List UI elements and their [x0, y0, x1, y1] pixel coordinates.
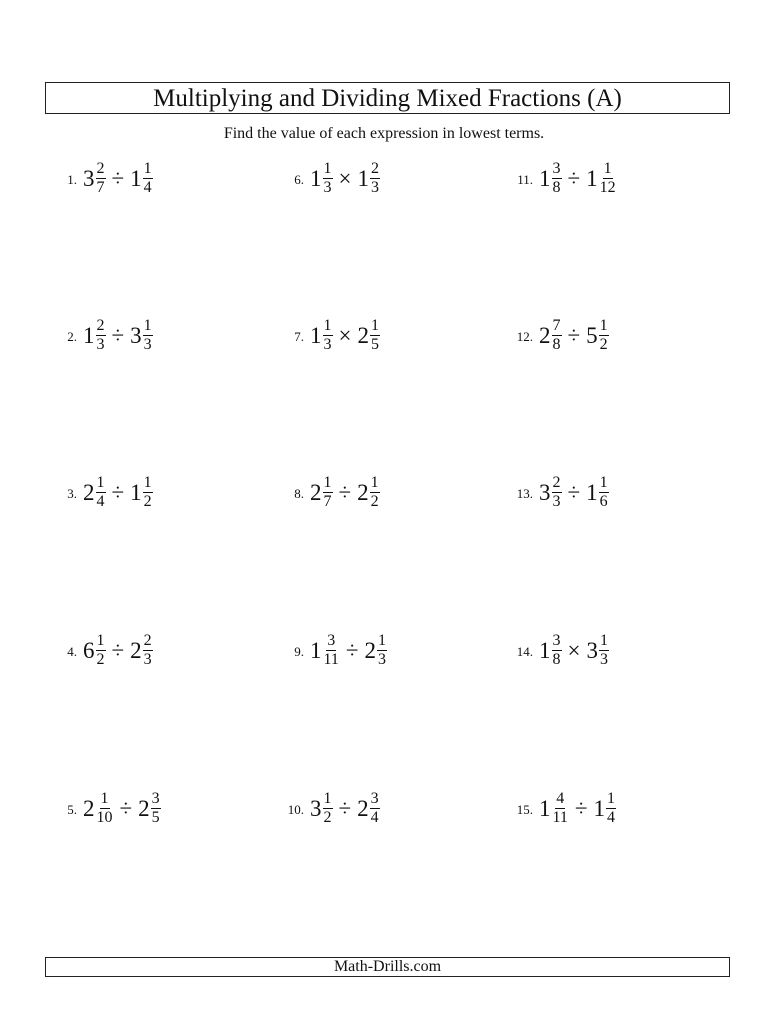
fraction	[143, 161, 153, 196]
problem-number: 3.	[67, 486, 77, 501]
problem-expression	[310, 791, 380, 826]
fraction	[599, 161, 617, 196]
mixed-number-right	[130, 633, 153, 668]
fraction	[96, 318, 106, 353]
problem-expression	[539, 633, 609, 668]
denominator: 8	[552, 650, 561, 668]
whole-part: 5	[586, 322, 598, 348]
whole-part: 3	[586, 637, 598, 663]
fraction	[143, 633, 153, 668]
operator: ×	[338, 322, 352, 348]
denominator: 3	[370, 178, 379, 196]
denominator: 10	[96, 808, 113, 826]
problem-expression	[539, 318, 609, 353]
problem-expression	[539, 161, 617, 196]
whole-part: 1	[310, 637, 322, 663]
problem-number: 9.	[294, 644, 304, 659]
mixed-number-right	[130, 161, 153, 196]
problem-number: 2.	[67, 329, 77, 344]
numerator: 1	[96, 631, 105, 649]
denominator: 5	[370, 335, 379, 353]
numerator: 1	[323, 473, 332, 491]
problem-number: 11.	[517, 172, 533, 187]
whole-part: 6	[83, 637, 95, 663]
whole-part: 1	[539, 795, 551, 821]
problem-1	[55, 156, 153, 200]
problem-expression	[310, 475, 380, 510]
whole-part: 2	[83, 795, 95, 821]
whole-part: 1	[130, 479, 142, 505]
denominator: 2	[96, 650, 105, 668]
numerator: 3	[552, 631, 561, 649]
operator: ÷	[567, 479, 581, 505]
problem-expression	[83, 475, 153, 510]
mixed-number-right	[586, 475, 609, 510]
fraction	[96, 161, 106, 196]
problem-expression	[539, 475, 609, 510]
mixed-number-left	[310, 633, 340, 668]
fraction	[96, 633, 106, 668]
whole-part: 1	[83, 322, 95, 348]
whole-part: 1	[586, 165, 598, 191]
problem-11	[511, 156, 617, 200]
numerator: 2	[370, 159, 379, 177]
numerator: 4	[556, 789, 565, 807]
worksheet-title: Multiplying and Dividing Mixed Fractions (A)	[153, 84, 622, 112]
denominator: 8	[552, 178, 561, 196]
mixed-number-right	[586, 318, 609, 353]
whole-part: 1	[593, 795, 606, 821]
problem-number: 12.	[516, 329, 533, 344]
denominator: 2	[370, 492, 379, 510]
fraction	[151, 791, 161, 826]
operator: ÷	[338, 795, 352, 821]
denominator: 2	[599, 335, 608, 353]
problem-8	[282, 470, 380, 514]
problem-number: 14.	[516, 644, 533, 659]
whole-part: 3	[539, 479, 551, 505]
problem-expression	[310, 161, 380, 196]
problem-13	[511, 470, 609, 514]
problem-expression	[310, 318, 380, 353]
numerator: 1	[378, 631, 387, 649]
mixed-number-right	[357, 318, 380, 353]
denominator: 3	[143, 650, 152, 668]
denominator: 6	[599, 492, 608, 510]
footer-text: Math-Drills.com	[333, 958, 442, 975]
denominator: 12	[599, 178, 616, 196]
numerator: 3	[552, 159, 561, 177]
fraction	[599, 633, 609, 668]
numerator: 2	[96, 159, 105, 177]
mixed-number-right	[586, 633, 609, 668]
problem-number: 8.	[294, 486, 304, 501]
problem-expression	[310, 633, 387, 668]
denominator: 7	[96, 178, 105, 196]
denominator: 5	[151, 808, 160, 826]
fraction	[323, 791, 333, 826]
problem-10	[282, 786, 380, 830]
fraction	[96, 791, 114, 826]
mixed-number-left	[310, 791, 333, 826]
problem-number: 13.	[516, 486, 533, 501]
whole-part: 2	[83, 479, 95, 505]
fraction	[370, 161, 380, 196]
fraction	[370, 791, 380, 826]
mixed-number-left	[310, 318, 333, 353]
denominator: 11	[323, 650, 339, 668]
whole-part: 3	[83, 165, 95, 191]
operator: ÷	[567, 165, 581, 191]
worksheet-title-box	[45, 82, 730, 114]
problem-9	[282, 628, 387, 672]
fraction	[323, 161, 333, 196]
mixed-number-right	[594, 791, 617, 826]
denominator: 4	[96, 492, 105, 510]
denominator: 3	[143, 335, 152, 353]
whole-part: 2	[310, 479, 322, 505]
whole-part: 2	[130, 637, 142, 663]
fraction	[96, 475, 106, 510]
problem-12	[511, 313, 609, 357]
fraction	[552, 318, 562, 353]
problem-number: 5.	[67, 802, 77, 817]
fraction	[370, 475, 380, 510]
numerator: 1	[143, 473, 152, 491]
numerator: 1	[370, 473, 379, 491]
operator: ÷	[567, 322, 581, 348]
fraction	[599, 475, 609, 510]
numerator: 1	[599, 473, 608, 491]
mixed-number-right	[586, 161, 617, 196]
operator: ÷	[111, 637, 125, 663]
mixed-number-left	[83, 791, 114, 826]
denominator: 3	[323, 335, 332, 353]
fraction	[370, 318, 380, 353]
numerator: 1	[143, 316, 152, 334]
whole-part: 2	[539, 322, 551, 348]
operator: ÷	[574, 795, 588, 821]
denominator: 4	[370, 808, 379, 826]
numerator: 1	[607, 789, 616, 807]
problem-14	[511, 628, 609, 672]
numerator: 3	[151, 789, 160, 807]
numerator: 2	[143, 631, 152, 649]
whole-part: 1	[357, 165, 369, 191]
problem-number: 1.	[67, 172, 77, 187]
whole-part: 2	[138, 795, 150, 821]
denominator: 7	[323, 492, 332, 510]
operator: ÷	[111, 165, 125, 191]
mixed-number-right	[138, 791, 161, 826]
problem-15	[511, 786, 616, 830]
problem-expression	[83, 633, 153, 668]
problem-2	[55, 313, 153, 357]
denominator: 3	[552, 492, 561, 510]
numerator: 1	[599, 316, 608, 334]
mixed-number-right	[357, 475, 380, 510]
mixed-number-right	[357, 161, 380, 196]
problem-expression	[83, 791, 161, 826]
numerator: 1	[323, 789, 332, 807]
fraction	[323, 633, 340, 668]
numerator: 2	[552, 473, 561, 491]
whole-part: 3	[310, 795, 322, 821]
mixed-number-left	[83, 633, 106, 668]
denominator: 3	[378, 650, 387, 668]
whole-part: 3	[130, 322, 142, 348]
denominator: 8	[552, 335, 561, 353]
operator: ÷	[119, 795, 133, 821]
mixed-number-left	[539, 475, 562, 510]
fraction	[552, 161, 562, 196]
problem-expression	[83, 161, 153, 196]
whole-part: 2	[357, 322, 369, 348]
mixed-number-left	[539, 791, 569, 826]
mixed-number-left	[539, 161, 562, 196]
problem-number: 4.	[67, 644, 77, 659]
mixed-number-left	[539, 318, 562, 353]
numerator: 3	[327, 631, 336, 649]
operator: ÷	[111, 322, 125, 348]
whole-part: 2	[357, 479, 369, 505]
denominator: 2	[323, 808, 332, 826]
numerator: 1	[143, 159, 152, 177]
operator: ×	[567, 637, 581, 663]
fraction	[323, 475, 333, 510]
footer-box	[45, 957, 730, 977]
mixed-number-right	[357, 791, 380, 826]
mixed-number-left	[83, 318, 106, 353]
numerator: 1	[370, 316, 379, 334]
mixed-number-left	[310, 475, 333, 510]
problem-6	[282, 156, 380, 200]
fraction	[143, 475, 153, 510]
problem-7	[282, 313, 380, 357]
problem-4	[55, 628, 153, 672]
operator: ÷	[338, 479, 352, 505]
fraction	[323, 318, 333, 353]
numerator: 3	[370, 789, 379, 807]
fraction	[599, 318, 609, 353]
problem-3	[55, 470, 153, 514]
denominator: 4	[143, 178, 152, 196]
problem-5	[55, 786, 161, 830]
whole-part: 1	[310, 165, 322, 191]
mixed-number-right	[130, 475, 153, 510]
denominator: 4	[607, 808, 616, 826]
problem-number: 6.	[294, 172, 304, 187]
numerator: 1	[96, 473, 105, 491]
instructions: Find the value of each expression in lowest terms.	[223, 125, 545, 142]
fraction	[377, 633, 387, 668]
mixed-number-left	[83, 161, 106, 196]
whole-part: 1	[539, 165, 551, 191]
problem-expression	[83, 318, 153, 353]
mixed-number-left	[310, 161, 333, 196]
fraction	[606, 791, 616, 826]
denominator: 3	[96, 335, 105, 353]
denominator: 2	[143, 492, 152, 510]
problem-number: 10.	[287, 802, 304, 817]
numerator: 1	[323, 159, 332, 177]
whole-part: 2	[357, 795, 369, 821]
problem-number: 15.	[516, 802, 533, 817]
whole-part: 1	[539, 637, 551, 663]
mixed-number-left	[539, 633, 562, 668]
operator: ÷	[345, 637, 359, 663]
fraction	[552, 475, 562, 510]
operator: ×	[338, 165, 352, 191]
operator: ÷	[111, 479, 125, 505]
numerator: 1	[599, 631, 608, 649]
fraction	[143, 318, 153, 353]
numerator: 1	[603, 159, 612, 177]
denominator: 3	[599, 650, 608, 668]
fraction	[552, 791, 569, 826]
numerator: 7	[552, 316, 561, 334]
numerator: 1	[100, 789, 109, 807]
numerator: 2	[96, 316, 105, 334]
mixed-number-right	[130, 318, 153, 353]
problem-expression	[539, 791, 616, 826]
whole-part: 2	[364, 637, 377, 663]
whole-part: 1	[130, 165, 142, 191]
mixed-number-right	[365, 633, 388, 668]
whole-part: 1	[310, 322, 322, 348]
numerator: 1	[323, 316, 332, 334]
problem-number: 7.	[294, 329, 304, 344]
fraction	[552, 633, 562, 668]
denominator: 3	[323, 178, 332, 196]
denominator: 11	[552, 808, 568, 826]
mixed-number-left	[83, 475, 106, 510]
whole-part: 1	[586, 479, 598, 505]
